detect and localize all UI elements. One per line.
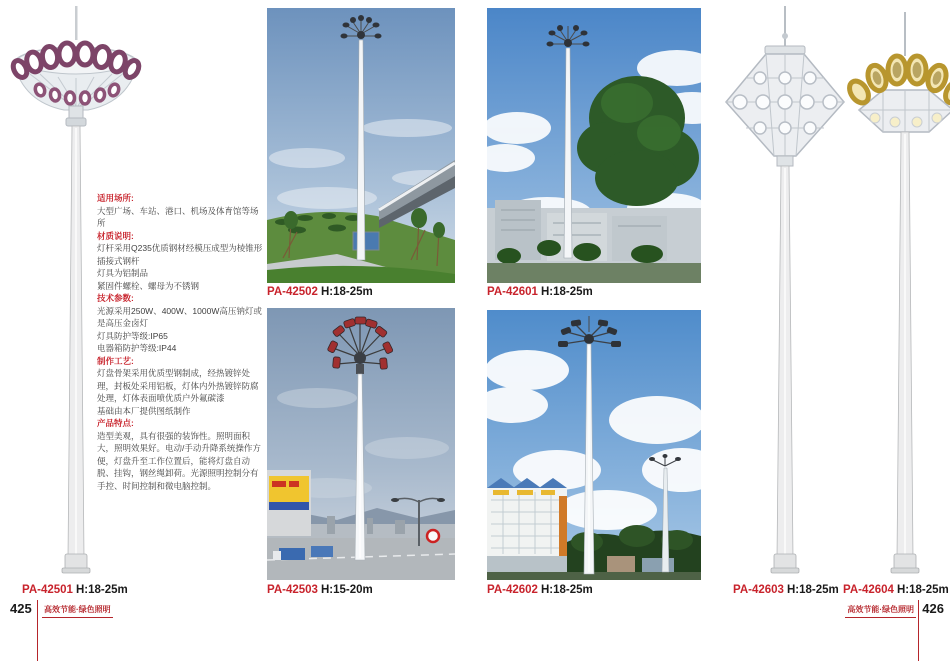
photo-pa42601 [487,8,701,283]
page-number-left: 425 [10,601,32,616]
desc-title-features: 产品特点: [97,418,134,428]
drawing-pa42603 [720,6,850,580]
product-code: PA-42503 [267,584,318,596]
desc-line: 光源采用250W、400W、1000W高压钠灯或是高压金卤灯 [97,305,262,328]
desc-title-usage: 适用场所: [97,193,134,203]
high-mast-drawing-gold-crown [845,6,950,580]
label-pa42603 [733,584,839,596]
product-code: PA-42603 [733,584,784,596]
label-pa42502 [267,286,373,298]
drawing-pa42604 [845,6,950,580]
footer-divider-left [37,600,38,661]
product-height: H:18-25m [786,584,839,596]
photo-pa42601-scene [487,8,701,283]
desc-title-tech: 技术参数: [97,293,134,303]
product-code: PA-42502 [267,286,318,298]
photo-pa42503 [267,308,455,580]
desc-line: 灯杆采用Q235优质钢材经模压成型为棱锥形插接式钢杆 [97,243,263,266]
label-pa42604 [843,584,949,596]
high-mast-drawing-lantern-crown [720,6,850,580]
product-height: H:18-25m [540,286,593,298]
desc-line: 紧固件螺栓、螺母为不锈钢 [97,280,200,291]
desc-line: 基础由本厂提供图纸制作 [97,405,191,416]
product-height: H:18-25m [540,584,593,596]
footer-slogan-right: 高效节能·绿色照明 [845,604,916,618]
label-pa42602 [487,584,593,596]
desc-line: 电器箱防护等级:IP44 [97,343,177,353]
product-code: PA-42602 [487,584,538,596]
photo-pa42503-scene [267,308,455,580]
product-code: PA-42604 [843,584,894,596]
desc-line: 造型美观，具有很强的装饰性。照明面积大，照明效果好。电动/手动升降系统操作方便，灯盘升至工作位置后，能将灯盘自动脱、挂钩，钢丝绳卸荷。光源照明控制分有手控、时间控制和微电脑控制。 [97,430,261,491]
desc-line: 大型广场、车站、港口、机场及体育馆等场所 [97,205,259,228]
product-height: H:18-25m [896,584,949,596]
footer-slogan-left: 高效节能·绿色照明 [42,604,113,618]
label-pa42503 [267,584,373,596]
label-pa42501 [22,584,128,596]
photo-pa42502-scene [267,8,455,283]
desc-line: 灯具为铝制品 [97,268,149,278]
product-code: PA-42501 [22,584,73,596]
product-description [97,192,263,492]
product-height: H:15-20m [320,584,373,596]
product-code: PA-42601 [487,286,538,298]
desc-title-material: 材质说明: [97,230,134,241]
desc-line: 灯盘骨架采用优质型钢制成，经热镀锌处理，封板处采用铝板，灯体内外热镀锌防腐处理，灯体表面喷优质户外氟碳漆 [97,368,259,403]
footer-divider-right [918,600,919,661]
page-number-right: 426 [922,601,944,616]
product-height: H:18-25m [75,584,128,596]
photo-pa42502 [267,8,455,283]
photo-pa42602 [487,310,701,580]
desc-line: 灯具防护等级:IP65 [97,330,168,341]
desc-title-craft: 制作工艺: [97,355,134,366]
photo-pa42602-scene [487,310,701,580]
product-height: H:18-25m [320,286,373,298]
label-pa42601 [487,286,593,298]
